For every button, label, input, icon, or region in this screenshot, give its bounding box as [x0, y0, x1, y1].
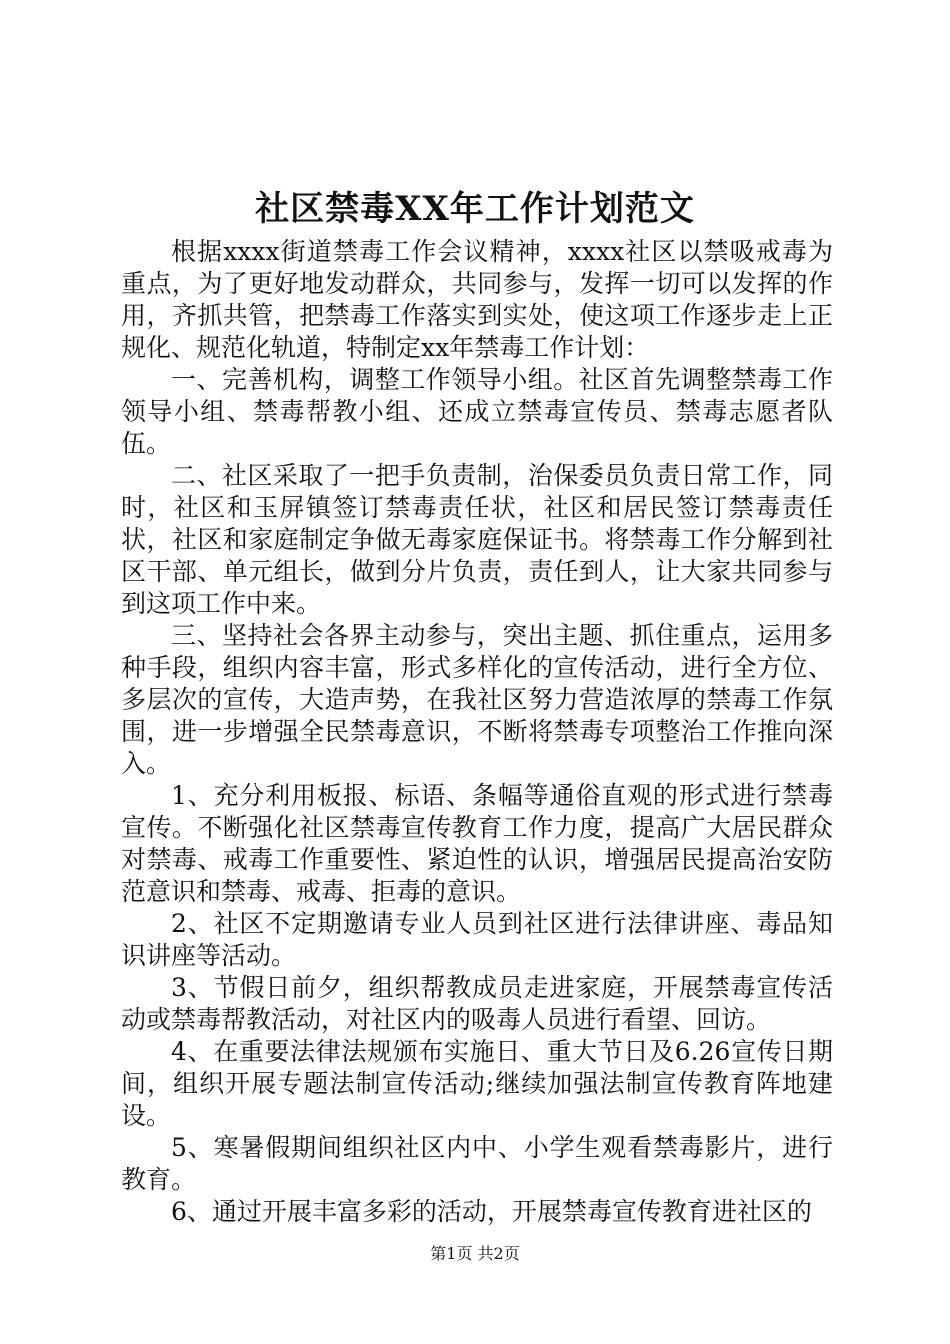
paragraph: 6、通过开展丰富多彩的活动，开展禁毒宣传教育进社区的 — [171, 1197, 812, 1226]
paragraph: 一、完善机构，调整工作领导小组。社区首先调整禁毒工作领导小组、禁毒帮教小组、还成立禁毒宣传员、禁毒志愿者队伍。 — [121, 365, 833, 458]
paragraph: 二、社区采取了一把手负责制，治保委员负责日常工作，同时，社区和玉屏镇签订禁毒责任状，社区和居民签订禁毒责任状，社区和家庭制定争做无毒家庭保证书。将禁毒工作分解到社区干部、单元组长，做到分片负责，责任到人，让大家共同参与到这项工作中来。 — [121, 461, 833, 618]
paragraph: 根据xxxx街道禁毒工作会议精神，xxxx社区以禁吸戒毒为重点，为了更好地发动群众，共同参与，发挥一切可以发挥的作用，齐抓共管，把禁毒工作落实到实处，使这项工作逐步走上正规化、规范化轨道，特制定xx年禁毒工作计划： — [121, 237, 833, 362]
paragraph: 4、在重要法律法规颁布实施日、重大节日及6.26宣传日期间，组织开展专题法制宣传活动;继续加强法制宣传教育阵地建设。 — [121, 1037, 833, 1130]
document-body — [121, 236, 833, 1228]
paragraph: 5、寒暑假期间组织社区内中、小学生观看禁毒影片，进行教育。 — [121, 1133, 833, 1194]
paragraph: 2、社区不定期邀请专业人员到社区进行法律讲座、毒品知识讲座等活动。 — [121, 909, 833, 970]
paragraph: 1、充分利用板报、标语、条幅等通俗直观的形式进行禁毒宣传。不断强化社区禁毒宣传教育工作力度，提高广大居民群众对禁毒、戒毒工作重要性、紧迫性的认识，增强居民提高治安防范意识和禁毒、戒毒、拒毒的意识。 — [121, 781, 833, 906]
paragraph: 三、坚持社会各界主动参与，突出主题、抓住重点，运用多种手段，组织内容丰富，形式多样化的宣传活动，进行全方位、多层次的宣传，大造声势，在我社区努力营造浓厚的禁毒工作氛围，进一步增强全民禁毒意识，不断将禁毒专项整治工作推向深入。 — [121, 621, 833, 778]
page-number-footer: 第1页 共2页 — [430, 1244, 520, 1263]
document-title: 社区禁毒XX年工作计划范文 — [255, 189, 695, 229]
paragraph: 3、节假日前夕，组织帮教成员走进家庭，开展禁毒宣传活动或禁毒帮教活动，对社区内的吸毒人员进行看望、回访。 — [121, 973, 833, 1034]
